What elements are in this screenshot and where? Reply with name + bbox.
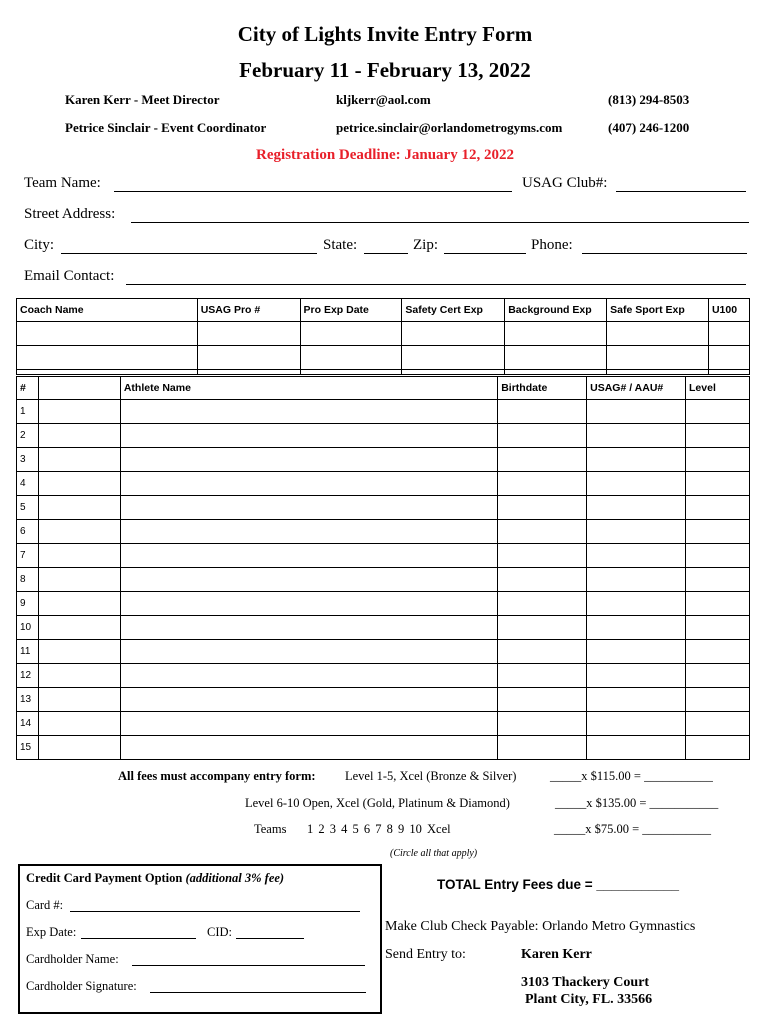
fee-line1-label: Level 1-5, Xcel (Bronze & Silver)	[345, 769, 517, 783]
athlete-cell[interactable]	[686, 544, 750, 568]
usag-pro-header: USAG Pro #	[197, 299, 300, 322]
athlete-cell[interactable]	[120, 400, 497, 424]
athlete-cell[interactable]	[686, 448, 750, 472]
athlete-cell[interactable]	[587, 736, 686, 760]
athlete-cell[interactable]	[686, 496, 750, 520]
athlete-cell[interactable]	[38, 496, 120, 520]
exp-date-label: Exp Date:	[26, 925, 77, 939]
phone-input[interactable]	[582, 253, 747, 254]
row-number: 15	[17, 736, 39, 760]
check-payable: Make Club Check Payable: Orlando Metro Gymnastics	[385, 919, 696, 934]
birthdate-header: Birthdate	[498, 377, 587, 400]
athlete-cell[interactable]	[120, 472, 497, 496]
athlete-cell[interactable]	[120, 712, 497, 736]
athlete-cell[interactable]	[38, 640, 120, 664]
athlete-cell[interactable]	[498, 448, 587, 472]
athlete-cell[interactable]	[120, 664, 497, 688]
athlete-cell[interactable]	[38, 688, 120, 712]
usag-club-label: USAG Club#:	[522, 175, 608, 191]
level-header: Level	[686, 377, 750, 400]
send-entry-label: Send Entry to:	[385, 947, 466, 962]
athlete-cell[interactable]	[498, 520, 587, 544]
athlete-cell[interactable]	[120, 496, 497, 520]
athlete-cell[interactable]	[498, 688, 587, 712]
athlete-cell[interactable]	[587, 712, 686, 736]
background-exp-header: Background Exp	[505, 299, 607, 322]
row-number: 1	[17, 400, 39, 424]
athlete-cell[interactable]	[587, 688, 686, 712]
cid-input[interactable]	[236, 938, 304, 939]
athlete-cell[interactable]	[587, 448, 686, 472]
athlete-cell[interactable]	[120, 544, 497, 568]
athlete-cell[interactable]	[587, 640, 686, 664]
athlete-name-header: Athlete Name	[120, 377, 497, 400]
athlete-cell[interactable]	[38, 592, 120, 616]
athlete-cell[interactable]	[498, 616, 587, 640]
athlete-cell[interactable]	[686, 592, 750, 616]
athlete-cell[interactable]	[686, 736, 750, 760]
card-number-label: Card #:	[26, 898, 64, 912]
athlete-cell[interactable]	[587, 520, 686, 544]
fee-line1-price: _____x $115.00 = ___________	[550, 769, 713, 783]
athlete-cell[interactable]	[498, 736, 587, 760]
u100-header: U100	[708, 299, 749, 322]
athlete-cell[interactable]	[38, 400, 120, 424]
row-number: 8	[17, 568, 39, 592]
athlete-cell[interactable]	[120, 568, 497, 592]
athlete-row	[17, 472, 750, 496]
fee-line2-label: Level 6-10 Open, Xcel (Gold, Platinum & Diamond)	[245, 796, 510, 810]
athlete-cell[interactable]	[686, 640, 750, 664]
athlete-cell[interactable]	[686, 568, 750, 592]
athlete-cell[interactable]	[498, 400, 587, 424]
card-number-input[interactable]	[70, 911, 360, 912]
athlete-cell[interactable]	[38, 520, 120, 544]
athlete-cell[interactable]	[587, 664, 686, 688]
athlete-cell[interactable]	[587, 568, 686, 592]
athlete-cell[interactable]	[498, 496, 587, 520]
cc-title-note: (additional 3% fee)	[185, 871, 285, 885]
athlete-row	[17, 448, 750, 472]
cardholder-signature-input[interactable]	[150, 992, 366, 993]
row-number: 13	[17, 688, 39, 712]
phone-label: Phone:	[531, 237, 573, 253]
cc-title-text: Credit Card Payment Option	[26, 871, 183, 885]
row-number: 3	[17, 448, 39, 472]
safety-cert-header: Safety Cert Exp	[402, 299, 505, 322]
athlete-cell[interactable]	[498, 640, 587, 664]
fee-line2-price: _____x $135.00 = ___________	[555, 796, 719, 810]
zip-input[interactable]	[444, 253, 526, 254]
city-label: City:	[24, 237, 55, 253]
row-number: 4	[17, 472, 39, 496]
athlete-cell[interactable]	[686, 520, 750, 544]
event-dates: February 11 - February 13, 2022	[239, 58, 531, 82]
athlete-cell[interactable]	[587, 400, 686, 424]
athlete-cell[interactable]	[38, 616, 120, 640]
cardholder-name-input[interactable]	[132, 965, 365, 966]
athlete-cell[interactable]	[120, 616, 497, 640]
athlete-cell[interactable]	[120, 640, 497, 664]
contact-email-2: petrice.sinclair@orlandometrogyms.com	[336, 120, 563, 135]
athlete-cell[interactable]	[587, 616, 686, 640]
contact-email-1: kljkerr@aol.com	[336, 92, 431, 107]
athlete-cell[interactable]	[120, 736, 497, 760]
contact-role-1: Karen Kerr - Meet Director	[65, 92, 220, 107]
athlete-cell[interactable]	[587, 592, 686, 616]
email-label: Email Contact:	[24, 268, 115, 284]
athlete-cell[interactable]	[498, 472, 587, 496]
city-input[interactable]	[61, 253, 317, 254]
athlete-row	[17, 664, 750, 688]
cc-title	[26, 871, 284, 886]
athlete-cell[interactable]	[686, 664, 750, 688]
athlete-row	[17, 520, 750, 544]
athlete-cell[interactable]	[587, 472, 686, 496]
fees-lead: All fees must accompany entry form:	[118, 769, 316, 783]
row-number: 5	[17, 496, 39, 520]
total-fees-due: TOTAL Entry Fees due = ___________	[437, 877, 680, 892]
coach-table	[16, 298, 750, 375]
teams-numbers[interactable]: 1 2 3 4 5 6 7 8 9 10 Xcel	[307, 822, 451, 836]
athlete-cell[interactable]	[587, 496, 686, 520]
teams-label: Teams	[254, 822, 287, 836]
row-number: 11	[17, 640, 39, 664]
athlete-cell[interactable]	[120, 424, 497, 448]
athlete-cell[interactable]	[686, 472, 750, 496]
athlete-cell[interactable]	[686, 400, 750, 424]
athlete-row	[17, 688, 750, 712]
contact-phone-1: (813) 294-8503	[608, 92, 690, 107]
coach-row	[17, 346, 750, 370]
contact-role-2: Petrice Sinclair - Event Coordinator	[65, 120, 267, 135]
exp-date-input[interactable]	[81, 938, 196, 939]
athlete-row	[17, 496, 750, 520]
team-name-input[interactable]	[114, 191, 512, 192]
athlete-row	[17, 424, 750, 448]
athlete-cell[interactable]	[498, 544, 587, 568]
coach-row	[17, 322, 750, 346]
athlete-cell[interactable]	[587, 424, 686, 448]
row-number: 2	[17, 424, 39, 448]
team-name-label: Team Name:	[24, 175, 101, 191]
cardholder-name-label: Cardholder Name:	[26, 952, 119, 966]
coach-name-header: Coach Name	[17, 299, 198, 322]
circle-note: (Circle all that apply)	[390, 848, 478, 859]
athlete-cell[interactable]	[120, 688, 497, 712]
athlete-cell[interactable]	[38, 544, 120, 568]
state-label: State:	[323, 237, 358, 253]
row-number: 6	[17, 520, 39, 544]
registration-deadline: Registration Deadline: January 12, 2022	[256, 147, 514, 163]
athlete-row	[17, 736, 750, 760]
pro-exp-header: Pro Exp Date	[300, 299, 402, 322]
email-input[interactable]	[126, 284, 746, 285]
athlete-cell[interactable]	[498, 664, 587, 688]
athlete-cell[interactable]	[498, 568, 587, 592]
athlete-cell[interactable]	[498, 424, 587, 448]
athlete-cell[interactable]	[686, 688, 750, 712]
row-number: 14	[17, 712, 39, 736]
athlete-table	[16, 376, 750, 760]
athlete-cell[interactable]	[120, 448, 497, 472]
athlete-cell[interactable]	[38, 472, 120, 496]
athlete-cell[interactable]	[686, 424, 750, 448]
row-number: 12	[17, 664, 39, 688]
number-header: #	[17, 377, 39, 400]
athlete-row	[17, 712, 750, 736]
row-number: 10	[17, 616, 39, 640]
contact-phone-2: (407) 246-1200	[608, 120, 690, 135]
state-input[interactable]	[364, 253, 408, 254]
athlete-cell[interactable]	[498, 712, 587, 736]
form-title: City of Lights Invite Entry Form	[237, 22, 533, 46]
send-street: 3103 Thackery Court	[521, 975, 650, 990]
athlete-row	[17, 592, 750, 616]
athlete-cell[interactable]	[587, 544, 686, 568]
send-name: Karen Kerr	[521, 947, 592, 962]
row-number: 7	[17, 544, 39, 568]
athlete-row	[17, 640, 750, 664]
street-address-label: Street Address:	[24, 206, 116, 222]
athlete-cell[interactable]	[38, 568, 120, 592]
athlete-cell[interactable]	[38, 736, 120, 760]
fee-line3-price: _____x $75.00 = ___________	[554, 822, 712, 836]
athlete-cell[interactable]	[120, 520, 497, 544]
row-number: 9	[17, 592, 39, 616]
athlete-row	[17, 400, 750, 424]
usag-aau-header: USAG# / AAU#	[587, 377, 686, 400]
cid-label: CID:	[207, 925, 232, 939]
athlete-cell[interactable]	[38, 448, 120, 472]
athlete-row	[17, 568, 750, 592]
cardholder-signature-label: Cardholder Signature:	[26, 979, 137, 993]
street-address-input[interactable]	[131, 222, 749, 223]
usag-club-input[interactable]	[616, 191, 746, 192]
athlete-cell[interactable]	[686, 616, 750, 640]
athlete-cell[interactable]	[38, 664, 120, 688]
athlete-cell[interactable]	[686, 712, 750, 736]
athlete-cell[interactable]	[498, 592, 587, 616]
zip-label: Zip:	[413, 237, 438, 253]
athlete-cell[interactable]	[120, 592, 497, 616]
blank-header	[38, 377, 120, 400]
athlete-row	[17, 544, 750, 568]
athlete-cell[interactable]	[38, 424, 120, 448]
athlete-row	[17, 616, 750, 640]
athlete-cell[interactable]	[38, 712, 120, 736]
send-city: Plant City, FL. 33566	[525, 992, 653, 1007]
safe-sport-header: Safe Sport Exp	[607, 299, 709, 322]
